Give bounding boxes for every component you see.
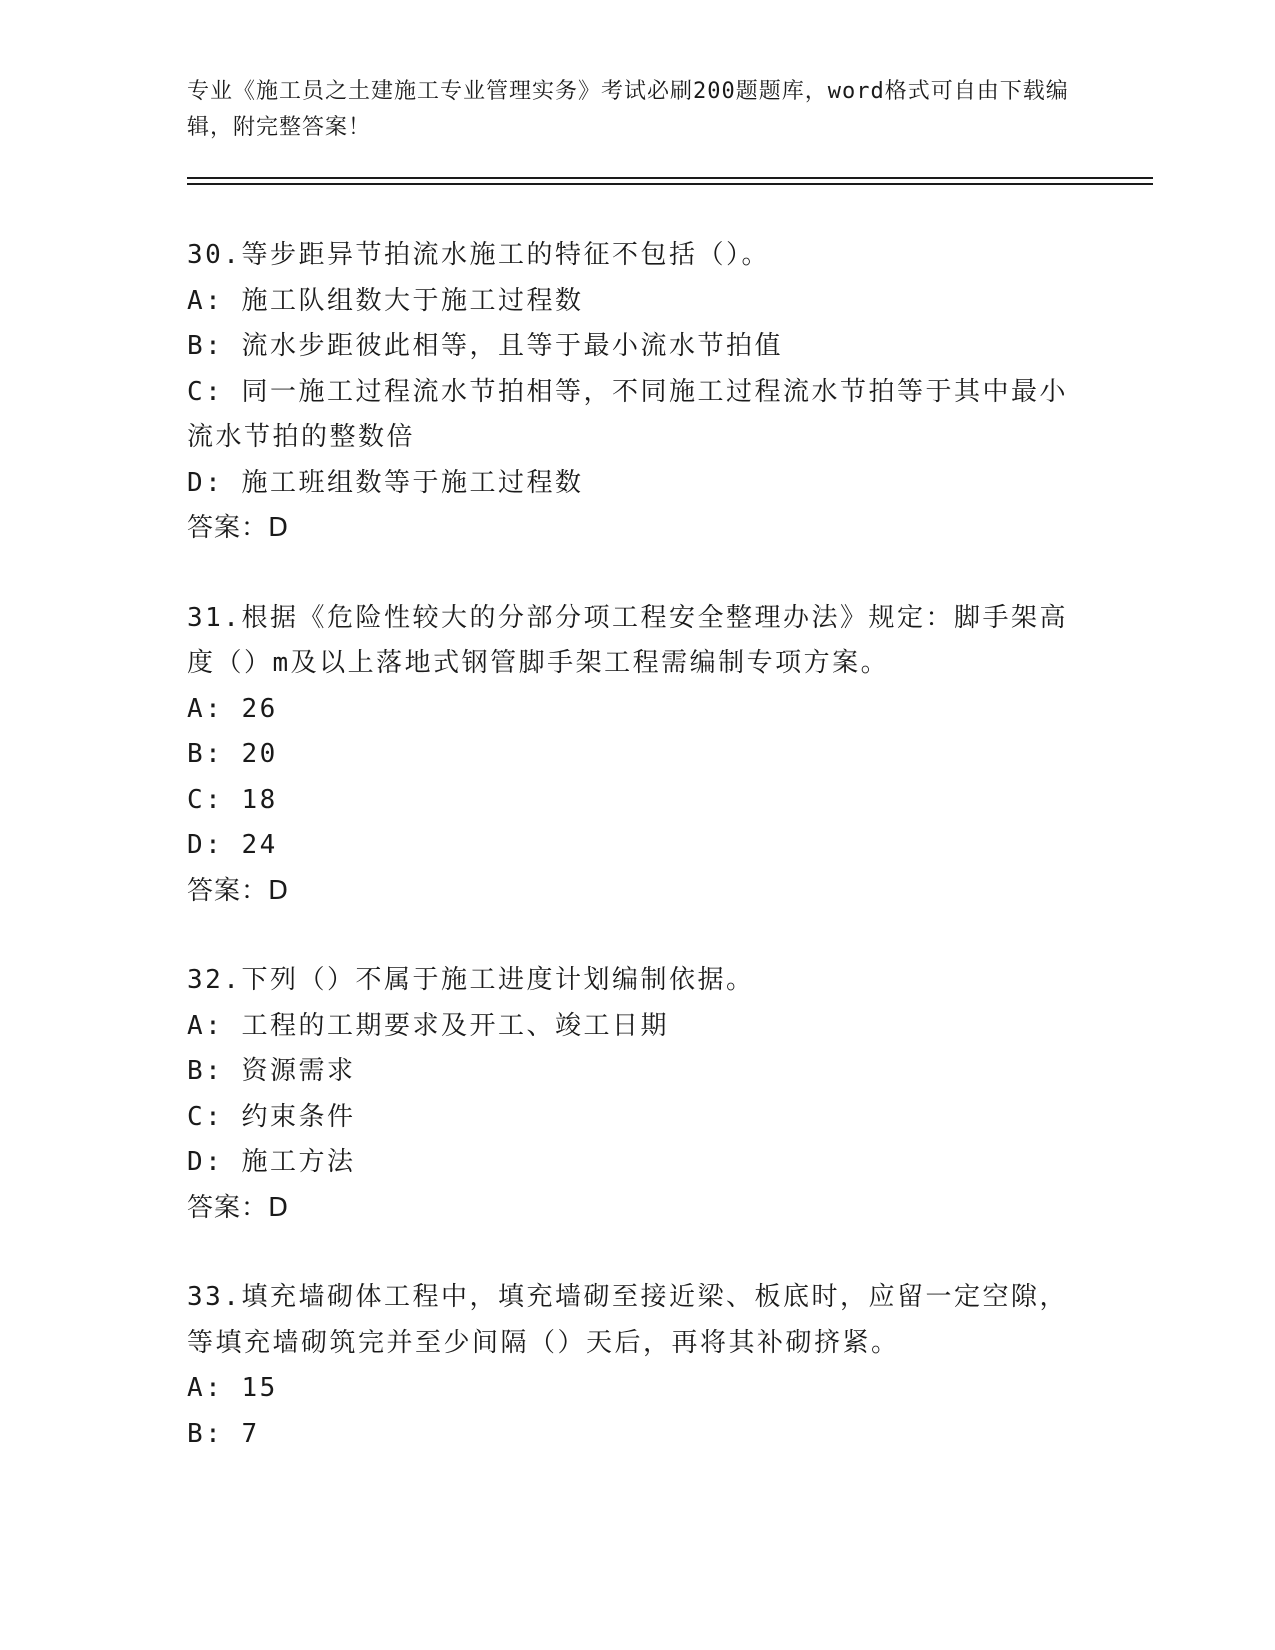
question-stem: 33.填充墙砌体工程中，填充墙砌至接近梁、板底时，应留一定空隙，等填充墙砌筑完并至少间隔（）天后，再将其补砌挤紧。 [187,1282,1068,1358]
option-c: C: 18 [187,784,278,815]
option-c: C: 约束条件 [187,1101,356,1132]
question-33 [187,1275,1087,1457]
option-a: A: 工程的工期要求及开工、竣工日期 [187,1010,669,1041]
header-divider-top [187,177,1153,179]
question-stem: 31.根据《危险性较大的分部分项工程安全整理办法》规定：脚手架高度（）m及以上落地式钢管脚手架工程需编制专项方案。 [187,602,1068,678]
question-32 [187,958,1087,1231]
option-a: A: 26 [187,693,278,724]
question-30 [187,233,1087,552]
document-header: 专业《施工员之土建施工专业管理实务》考试必刷200题题库，word格式可自由下载编辑，附完整答案！ [187,79,1069,140]
answer-label: 答案：D [187,1192,290,1223]
question-31 [187,596,1087,915]
option-d: D: 24 [187,830,278,860]
option-b: B: 20 [187,739,278,769]
header-divider-bottom [187,183,1153,185]
question-stem: 30.等步距异节拍流水施工的特征不包括（）。 [187,240,770,270]
option-c: C: 同一施工过程流水节拍相等，不同施工过程流水节拍等于其中最小流水节拍的整数倍 [187,376,1068,452]
option-b: B: 流水步距彼此相等，且等于最小流水节拍值 [187,331,783,361]
option-b: B: 资源需求 [187,1056,356,1086]
option-b: B: 7 [187,1418,260,1449]
question-stem: 32.下列（）不属于施工进度计划编制依据。 [187,965,755,995]
option-d: D: 施工班组数等于施工过程数 [187,467,584,498]
option-a: A: 15 [187,1373,278,1403]
option-d: D: 施工方法 [187,1147,356,1177]
question-list [187,233,1087,1501]
answer-label: 答案：D [187,875,290,906]
answer-label: 答案：D [187,513,290,543]
option-a: A: 施工队组数大于施工过程数 [187,285,584,316]
